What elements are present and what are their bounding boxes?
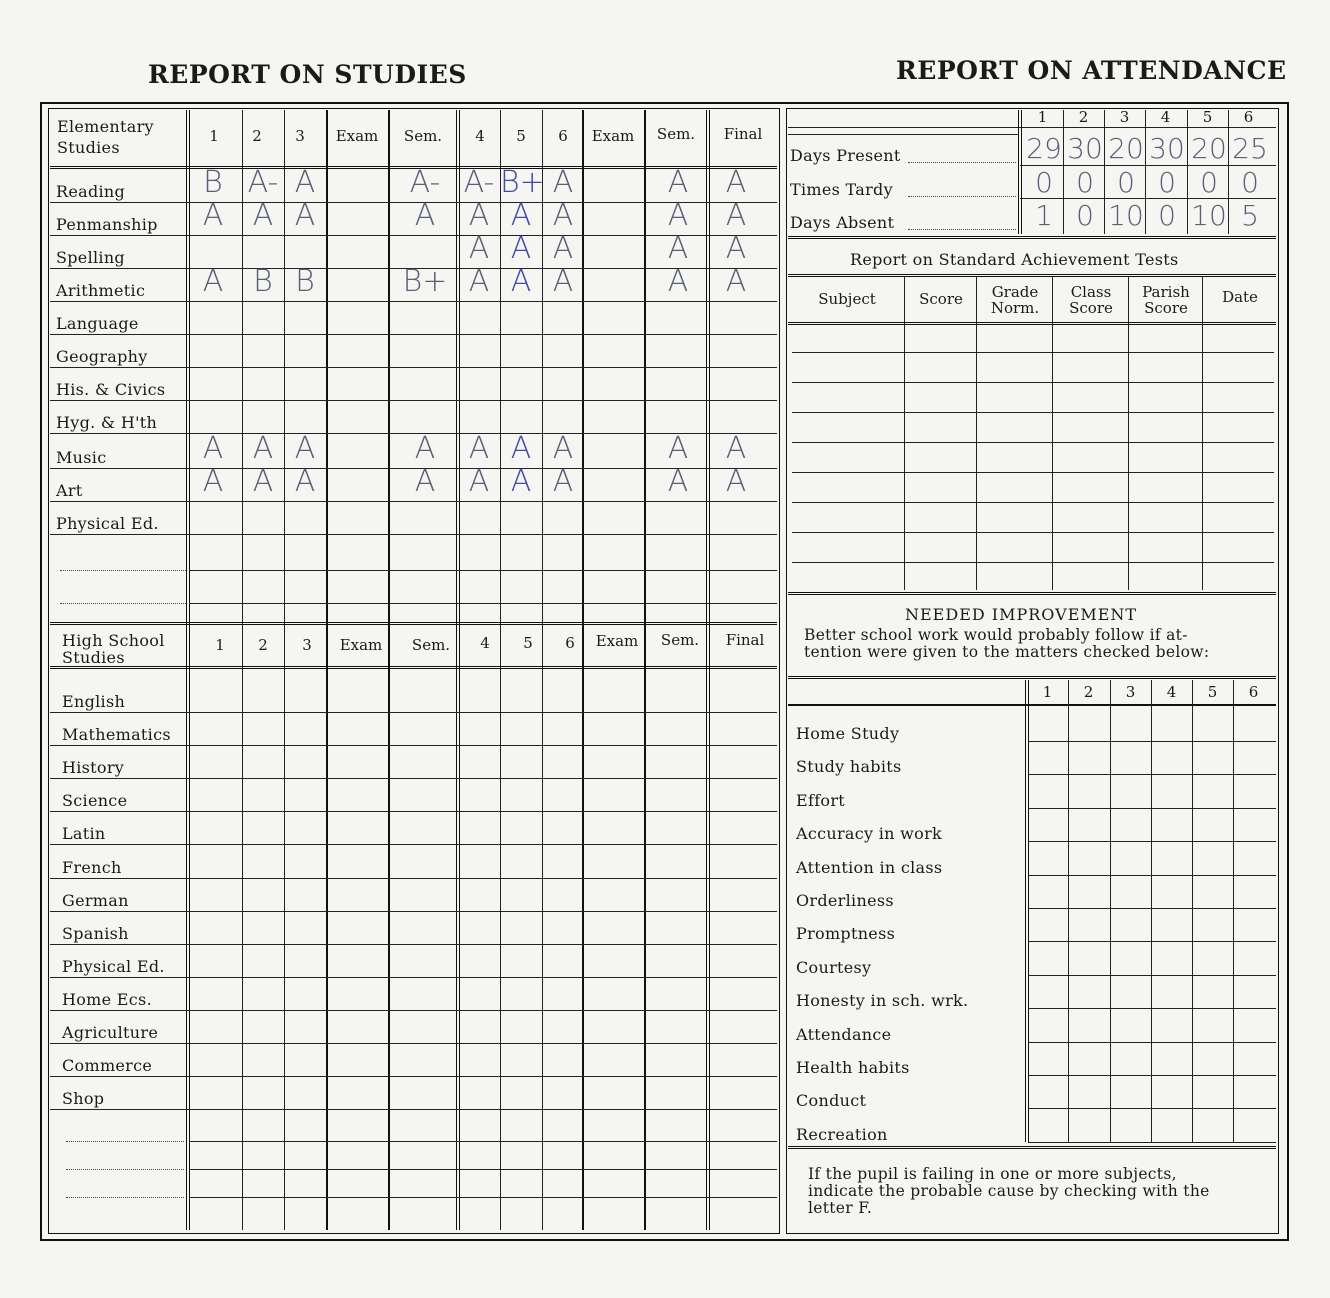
grade-mark: A — [725, 165, 747, 200]
elem-col-final: Final — [723, 125, 763, 143]
improvement-item: Honesty in sch. wrk. — [796, 991, 969, 1011]
att-value: 1 — [1035, 199, 1053, 232]
grade-mark: A — [202, 264, 224, 299]
hs-subject-label: Commerce — [62, 1056, 153, 1076]
ach-col-subject: Subject — [818, 290, 876, 308]
hs-subject-label: Shop — [62, 1089, 105, 1109]
hs-col-sem2: Sem. — [660, 631, 700, 649]
elem-col-5: 5 — [516, 127, 526, 145]
hs-col-6: 6 — [565, 634, 575, 652]
grade-mark: A — [510, 231, 532, 266]
grade-mark: A — [552, 264, 574, 299]
att-value: 0 — [1117, 166, 1135, 199]
elem-subject-label: Geography — [56, 347, 148, 366]
imp-period-6: 6 — [1248, 683, 1259, 701]
elem-col-4: 4 — [475, 127, 485, 145]
grade-mark: A- — [463, 165, 495, 200]
elem-subject-label: Reading — [56, 182, 126, 201]
improvement-item: Home Study — [796, 724, 900, 743]
grade-mark: A — [667, 165, 689, 200]
grade-mark: A — [294, 431, 316, 466]
report-on-studies-title: REPORT ON STUDIES — [148, 60, 467, 89]
hs-col-4: 4 — [480, 634, 490, 652]
att-row-label: Days Absent — [790, 213, 895, 232]
elem-col-sem2: Sem. — [656, 125, 696, 143]
imp-period-5: 5 — [1207, 683, 1218, 701]
att-value: 25 — [1232, 132, 1268, 165]
grade-mark: A — [468, 198, 490, 233]
hs-subject-label: German — [62, 890, 129, 910]
grade-mark: A — [725, 431, 747, 466]
hs-col-sem1: Sem. — [411, 636, 451, 654]
att-value: 0 — [1076, 166, 1094, 199]
att-value: 0 — [1241, 166, 1259, 199]
imp-period-3: 3 — [1125, 683, 1136, 701]
elem-subject-label: Music — [56, 448, 107, 467]
grade-mark: A — [725, 264, 747, 299]
att-row-label: Days Present — [790, 146, 901, 165]
improvement-item: Attendance — [796, 1024, 892, 1044]
hs-subject-label: History — [62, 758, 125, 778]
att-period-4: 4 — [1160, 108, 1171, 126]
elem-subject-label: His. & Civics — [56, 380, 166, 399]
ach-col-score: Score — [919, 290, 963, 308]
att-value: 0 — [1200, 166, 1218, 199]
grade-mark: B — [295, 264, 315, 299]
hs-col-2: 2 — [258, 636, 268, 654]
att-value: 10 — [1191, 199, 1227, 232]
grade-mark: A — [552, 165, 574, 200]
elem-col-2: 2 — [252, 127, 262, 145]
grade-mark: A — [468, 464, 490, 499]
hs-col-exam2: Exam — [595, 632, 639, 650]
improvement-item: Promptness — [796, 924, 896, 944]
att-value: 20 — [1108, 132, 1144, 165]
imp-period-1: 1 — [1042, 683, 1053, 701]
att-value: 0 — [1035, 166, 1053, 199]
grade-mark: A — [414, 431, 436, 466]
improvement-item: Health habits — [796, 1058, 910, 1077]
att-period-5: 5 — [1202, 108, 1213, 126]
grade-mark: A — [725, 464, 747, 499]
elem-col-6: 6 — [558, 127, 568, 145]
att-value: 0 — [1158, 166, 1176, 199]
elem-col-3: 3 — [295, 127, 305, 145]
grade-mark: A — [667, 198, 689, 233]
grade-mark: A — [667, 231, 689, 266]
grade-mark: A- — [409, 165, 441, 200]
att-value: 0 — [1076, 199, 1094, 232]
grade-mark: A — [294, 165, 316, 200]
grade-mark: B+ — [402, 264, 448, 299]
ach-col-date: Date — [1222, 288, 1258, 306]
improvement-item: Conduct — [796, 1091, 867, 1111]
grade-mark: A — [510, 431, 532, 466]
improvement-item: Attention in class — [796, 857, 943, 877]
hs-subject-label: Latin — [62, 824, 106, 844]
att-row-label: Times Tardy — [790, 180, 893, 199]
grade-mark: A — [667, 431, 689, 466]
grade-mark: A — [510, 198, 532, 233]
improvement-item: Recreation — [796, 1124, 888, 1144]
att-value: 30 — [1067, 132, 1103, 165]
grade-mark: A — [252, 464, 274, 499]
hs-subject-label: English — [62, 692, 126, 711]
elementary-header: Elementary Studies — [57, 117, 154, 157]
elem-subject-label: Penmanship — [56, 215, 158, 234]
grade-mark: A — [414, 198, 436, 233]
hs-subject-label: French — [62, 857, 122, 877]
ach-col-class-score: Class Score — [1069, 283, 1113, 317]
grade-mark: A — [552, 464, 574, 499]
elem-col-exam1: Exam — [335, 127, 379, 145]
hs-subject-label: Mathematics — [62, 725, 171, 745]
improvement-item: Effort — [796, 790, 846, 810]
hs-subject-label: Agriculture — [62, 1023, 159, 1042]
grade-mark: A — [202, 198, 224, 233]
hs-col-final: Final — [725, 631, 765, 649]
improvement-title: NEEDED IMPROVEMENT — [905, 605, 1138, 624]
hs-subject-label: Home Ecs. — [62, 989, 152, 1009]
elem-subject-label: Language — [56, 314, 139, 333]
imp-period-2: 2 — [1083, 683, 1094, 701]
improvement-item: Orderliness — [796, 891, 894, 910]
grade-mark: A — [552, 231, 574, 266]
hs-subject-label: Science — [62, 791, 128, 811]
grade-mark: A — [252, 198, 274, 233]
grade-mark: A — [725, 231, 747, 266]
high-school-header: High School Studies — [62, 631, 165, 667]
ach-col-grade-norm: Grade Norm. — [990, 283, 1040, 317]
grade-mark: A — [725, 198, 747, 233]
att-period-2: 2 — [1078, 108, 1089, 126]
grade-mark: A — [414, 464, 436, 499]
grade-mark: A — [667, 264, 689, 299]
grade-mark: A — [667, 464, 689, 499]
elem-subject-label: Art — [56, 481, 83, 500]
elem-subject-label: Spelling — [56, 248, 125, 267]
grade-mark: A — [202, 431, 224, 466]
elem-subject-label: Hyg. & H'th — [56, 413, 158, 432]
improvement-intro: Better school work would probably follow if at- tention were given to the matters checked below: — [804, 626, 1210, 661]
failing-note: If the pupil is failing in one or more subjects, indicate the probable cause by checking with the letter F. — [808, 1165, 1210, 1217]
grade-mark: A — [552, 198, 574, 233]
grade-mark: A — [252, 431, 274, 466]
achievement-title: Report on Standard Achievement Tests — [850, 250, 1179, 269]
grade-mark: A — [294, 198, 316, 233]
grade-mark: A — [294, 464, 316, 499]
elem-subject-label: Physical Ed. — [56, 514, 159, 533]
report-on-attendance-title: REPORT ON ATTENDANCE — [896, 56, 1287, 85]
hs-col-1: 1 — [215, 636, 225, 654]
grade-mark: B — [253, 264, 273, 299]
imp-period-4: 4 — [1166, 683, 1177, 701]
grade-mark: A- — [247, 165, 279, 200]
elem-col-sem1: Sem. — [403, 127, 443, 145]
elem-col-exam2: Exam — [591, 127, 635, 145]
elem-col-1: 1 — [209, 127, 219, 145]
att-period-1: 1 — [1037, 108, 1048, 126]
hs-subject-label: Physical Ed. — [62, 956, 165, 976]
grade-mark: A — [202, 464, 224, 499]
grade-mark: A — [552, 431, 574, 466]
att-value: 30 — [1149, 132, 1185, 165]
improvement-item: Courtesy — [796, 957, 872, 977]
hs-col-3: 3 — [302, 636, 312, 654]
att-value: 29 — [1026, 132, 1062, 165]
ach-col-parish-score: Parish Score — [1142, 283, 1190, 317]
att-value: 20 — [1191, 132, 1227, 165]
att-period-6: 6 — [1243, 108, 1254, 126]
improvement-item: Accuracy in work — [796, 824, 943, 844]
grade-mark: A — [468, 264, 490, 299]
att-period-3: 3 — [1119, 108, 1130, 126]
hs-col-5: 5 — [523, 634, 533, 652]
grade-mark: A — [468, 431, 490, 466]
elem-subject-label: Arithmetic — [56, 281, 146, 300]
hs-subject-label: Spanish — [62, 923, 129, 943]
grade-mark: B+ — [500, 165, 545, 200]
att-value: 0 — [1158, 199, 1176, 232]
improvement-item: Study habits — [796, 757, 902, 777]
grade-mark: A — [510, 264, 532, 299]
att-value: 5 — [1241, 199, 1259, 232]
grade-mark: A — [510, 464, 532, 499]
hs-col-exam1: Exam — [339, 636, 383, 654]
grade-mark: B — [203, 165, 223, 200]
grade-mark: A — [468, 231, 490, 266]
att-value: 10 — [1108, 199, 1144, 232]
